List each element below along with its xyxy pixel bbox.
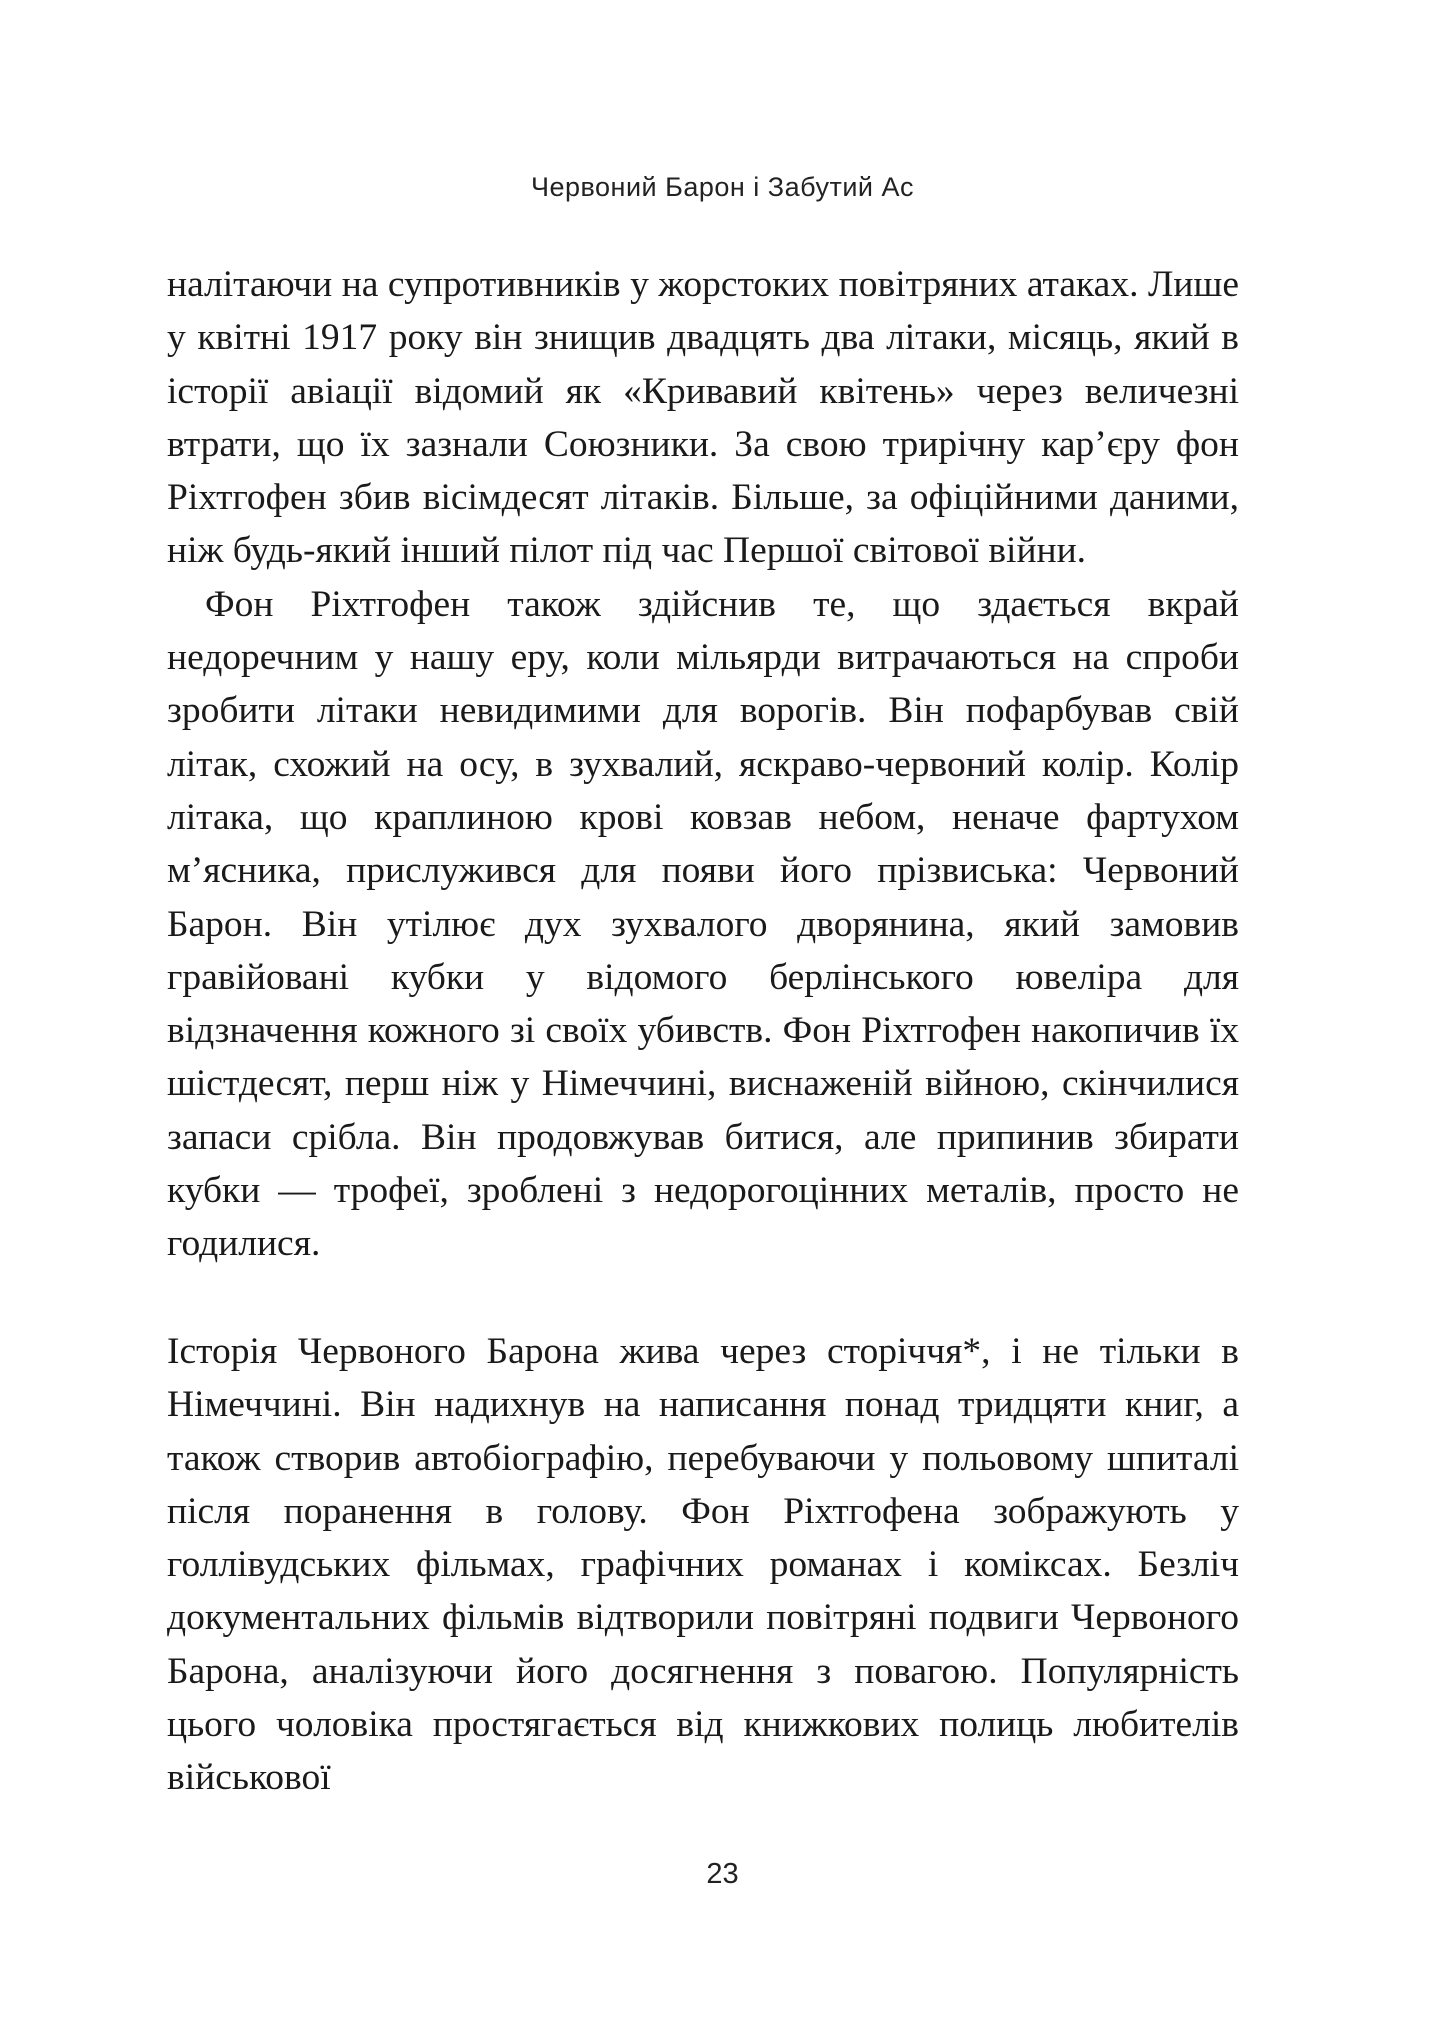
running-head: Червоний Барон і Забутий Ас xyxy=(530,172,915,202)
paragraph-1: налітаючи на супротивників у жорстоких повітряних атаках. Лише у квітні 1917 року він знищив двадцять два літаки, місяць, який в історії авіації відомий як «Кривавий квітень» через величезні втрати, що їх зазнали Союзники. За свою трирічну кар’єру фон Ріхтгофен збив вісімдесят літаків. Більше, за офіційними даними, ніж будь-який інший пілот під час Першої світової війни. xyxy=(167,264,1239,572)
paragraph-2: Фон Ріхтгофен також здійснив те, що здається вкрай недоречним у нашу еру, коли мільярди витрачаються на спроби зробити літаки невидимими для ворогів. Він пофарбував свій літак, схожий на осу, в зухвалий, яскраво-червоний колір. Колір літака, що краплиною крові ковзав небом, неначе фартухом м’ясника, прислужився для появи його прізвиська: Червоний Барон. Він утілює дух зухвалого дворянина, який замовив гравійовані кубки у відомого берлінського ювеліра для відзначення кожного зі своїх убивств. Фон Ріхтгофен накопичив їх шістдесят, перш ніж у Німеччині, виснаженій війною, скінчилися запаси срібла. Він продовжував битися, але припинив збирати кубки — трофеї, зроблені з недорогоцінних металів, просто не годилися. xyxy=(167,583,1239,1265)
text-block-main xyxy=(167,258,1239,1271)
page-number: 23 xyxy=(706,1858,739,1890)
paragraph-3: Історія Червоного Барона жива через сторіччя*, і не тільки в Німеччині. Він надихнув на написання понад тридцяти книг, а також створив автобіографію, перебуваючи у польовому шпиталі після поранення в голову. Фон Ріхтгофена зображують у голлівудських фільмах, графічних романах і коміксах. Безліч документальних фільмів відтворили повітряні подвиги Червоного Барона, аналізуючи його досягнення з повагою. Популярність цього чоловіка простягається від книжкових полиць любителів військової xyxy=(167,1331,1239,1799)
text-block-section xyxy=(167,1325,1239,1805)
